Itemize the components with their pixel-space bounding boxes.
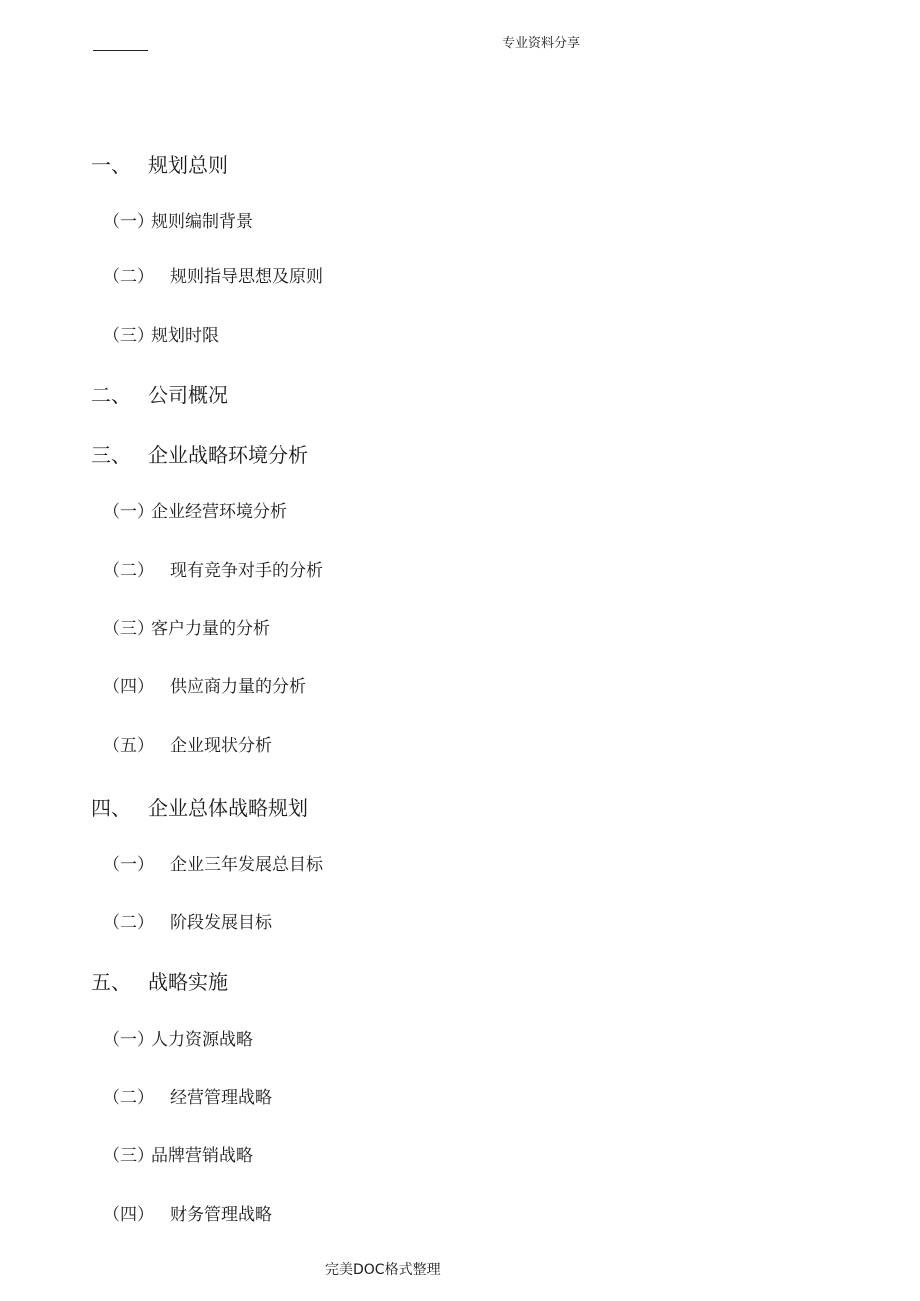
toc-title: 规则编制背景 bbox=[151, 212, 253, 232]
toc-section-4-1 bbox=[103, 854, 323, 876]
header-text: 专业资料分享 bbox=[502, 36, 581, 51]
toc-number: （二） bbox=[103, 1088, 154, 1108]
toc-number: 二、 bbox=[91, 383, 131, 407]
toc-section-5-4 bbox=[103, 1204, 272, 1226]
toc-title: 供应商力量的分析 bbox=[170, 677, 306, 697]
toc-number: 四、 bbox=[91, 796, 131, 820]
toc-title: 企业战略环境分析 bbox=[148, 443, 308, 467]
toc-number: （三） bbox=[103, 326, 154, 346]
toc-title: 客户力量的分析 bbox=[151, 619, 270, 639]
toc-number: （一） bbox=[103, 502, 154, 522]
toc-section-2 bbox=[91, 382, 228, 408]
toc-number: （一） bbox=[103, 212, 154, 232]
toc-section-3-3 bbox=[103, 618, 270, 640]
toc-section-3-4 bbox=[103, 676, 306, 698]
toc-title: 品牌营销战略 bbox=[151, 1146, 253, 1166]
toc-title: 战略实施 bbox=[148, 970, 228, 994]
toc-section-1 bbox=[91, 152, 228, 178]
toc-title: 企业三年发展总目标 bbox=[170, 855, 323, 875]
toc-title: 经营管理战略 bbox=[170, 1088, 272, 1108]
toc-title: 企业现状分析 bbox=[170, 736, 272, 756]
toc-title: 规划总则 bbox=[148, 153, 228, 177]
toc-number: （一） bbox=[103, 1030, 154, 1050]
toc-number: 一、 bbox=[91, 153, 131, 177]
toc-section-4 bbox=[91, 795, 308, 821]
toc-section-1-3 bbox=[103, 325, 219, 347]
toc-title: 财务管理战略 bbox=[170, 1205, 272, 1225]
toc-number: （三） bbox=[103, 1146, 154, 1166]
toc-title: 人力资源战略 bbox=[151, 1030, 253, 1050]
toc-section-5-3 bbox=[103, 1145, 253, 1167]
toc-title: 企业经营环境分析 bbox=[151, 502, 287, 522]
toc-number: 五、 bbox=[91, 970, 131, 994]
toc-title: 规划时限 bbox=[151, 326, 219, 346]
toc-number: （二） bbox=[103, 913, 154, 933]
toc-section-3-1 bbox=[103, 501, 287, 523]
toc-title: 企业总体战略规划 bbox=[148, 796, 308, 820]
toc-title: 现有竞争对手的分析 bbox=[170, 561, 323, 581]
toc-number: （一） bbox=[103, 855, 154, 875]
toc-number: （二） bbox=[103, 561, 154, 581]
footer-text: 完美DOC格式整理 bbox=[325, 1262, 441, 1278]
toc-title: 阶段发展目标 bbox=[170, 913, 272, 933]
toc-section-3-2 bbox=[103, 560, 323, 582]
toc-title: 公司概况 bbox=[148, 383, 228, 407]
toc-number: （四） bbox=[103, 677, 154, 697]
toc-section-1-2 bbox=[103, 266, 323, 288]
toc-section-5-2 bbox=[103, 1087, 272, 1109]
toc-number: 三、 bbox=[91, 443, 131, 467]
toc-section-3 bbox=[91, 442, 308, 468]
toc-number: （四） bbox=[103, 1205, 154, 1225]
toc-section-1-1 bbox=[103, 211, 253, 233]
toc-section-4-2 bbox=[103, 912, 272, 934]
toc-title: 规则指导思想及原则 bbox=[170, 267, 323, 287]
toc-section-5-1 bbox=[103, 1029, 253, 1051]
toc-number: （三） bbox=[103, 619, 154, 639]
toc-number: （二） bbox=[103, 267, 154, 287]
toc-section-3-5 bbox=[103, 735, 272, 757]
toc-section-5 bbox=[91, 969, 228, 995]
toc-number: （五） bbox=[103, 736, 154, 756]
